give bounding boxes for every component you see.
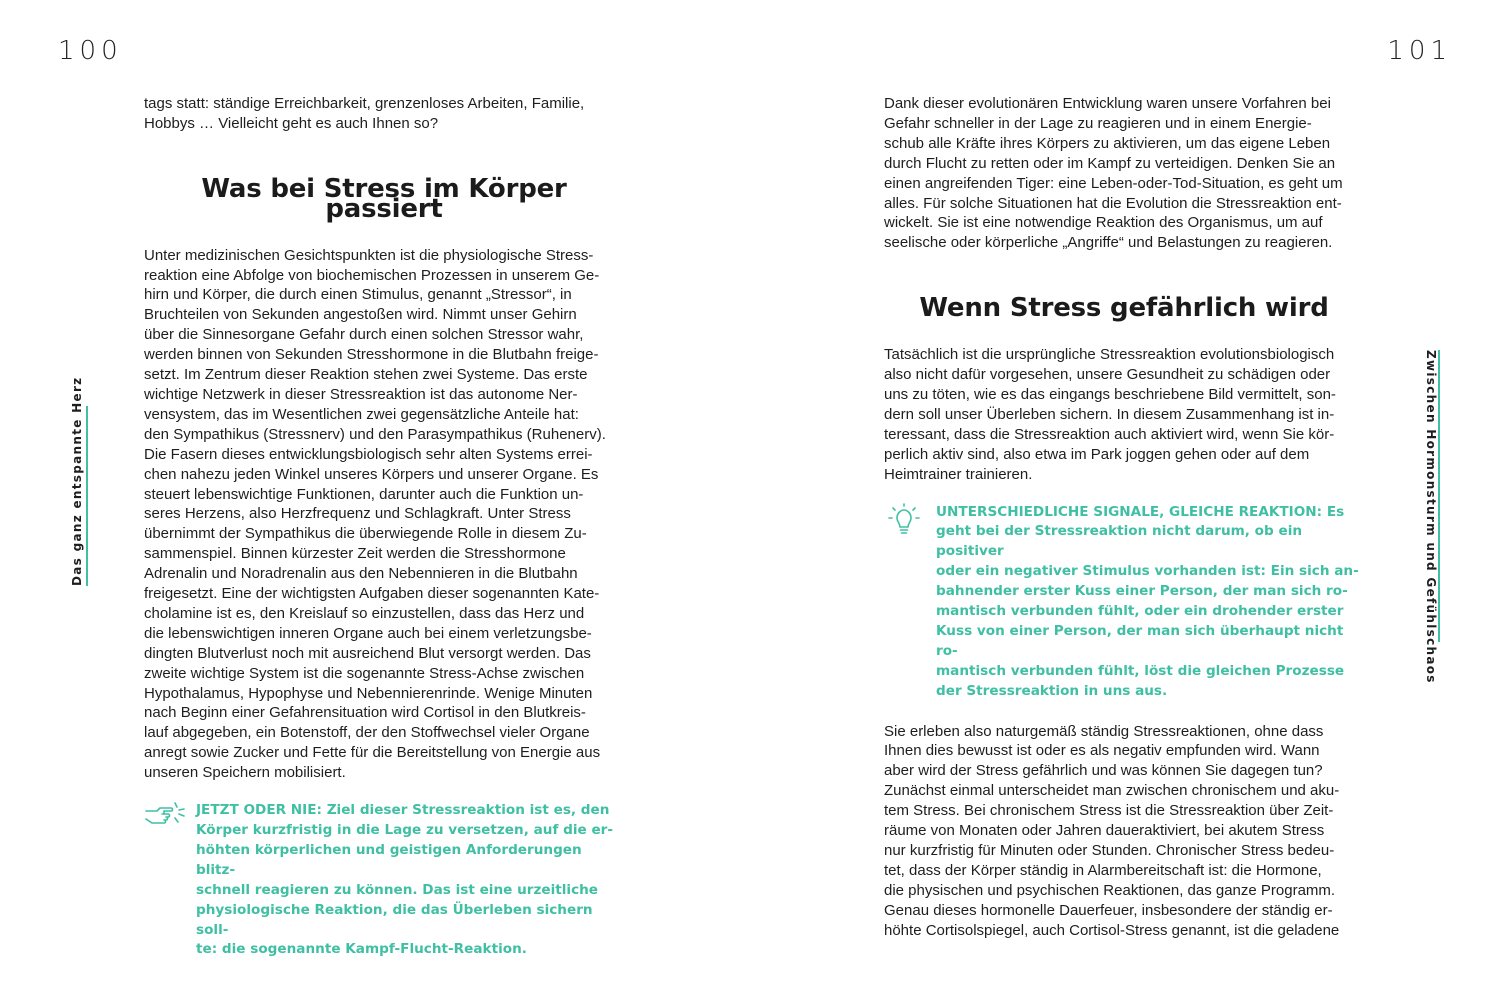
tip-text-right: UNTERSCHIEDLICHE SIGNALE, GLEICHE REAKTION: Es geht bei der Stressreaktion nicht darum, ob ein positiver oder ein negativer Stimulus vorhanden ist: Ein sich an- bahnender erster Kuss einer Person, der man sich ro- mantisch verbunden fühlt, oder ein drohender erster Kuss von einer Person, der man sich überhaupt nicht ro- mantisch verbunden fühlt, löst die gleichen Prozesse der Stressreaktion in uns aus. <box>936 503 1359 699</box>
right-page-column <box>884 94 1364 941</box>
left-intro-paragraph: tags statt: ständige Erreichbarkeit, grenzenloses Arbeiten, Familie, Hobbys … Vielleicht geht es auch Ihnen so? <box>144 95 585 132</box>
left-page-column <box>144 94 624 960</box>
chapter-tab-right: Zwischen Hormonsturm und Gefühlschaos <box>1424 350 1438 684</box>
tip-text-left: JETZT ODER NIE: Ziel dieser Stressreaktion ist es, den Körper kurzfristig in die Lage zu versetzen, auf die er- höhten körperlichen und geistigen Anforderungen blitz- schnell reagieren zu können. Das ist eine urzeitliche physiologische Reaktion, die das Überleben sichern soll- te: die sogenannte Kampf-Flucht-Reaktion. <box>196 802 614 958</box>
left-body-paragraph: Unter medizinischen Gesichtspunkten ist die physiologische Stress- reaktion eine Abfolge von biochemischen Prozessen in unserem Ge- hirn und Körper, die durch einen Stimulus, genannt „Stressor“, in Bruchteilen von Sekunden angestoßen wird. Nimmt unser Gehirn über die Sinnesorgane Gefahr durch einen solchen Stressor wahr, werden binnen von Sekunden Stresshormone in die Blutbahn freige- setzt. Im Zentrum dieser Reaktion stehen zwei Systeme. Das erste wichtige Netzwerk in dieser Stressreaktion ist das autonome Ner- vensystem, das im Wesentlichen zwei gegensätzliche Anteile hat: den Sympathikus (Stressnerv) und den Parasympathikus (Ruhenerv). Die Fasern dieses entwicklungsbiologisch sehr alten Systems errei- chen nahezu jeden Winkel unseres Körpers und unserer Organe. Es steuert lebenswichtige Funktionen, darunter auch die Funktion un- seres Herzens, also Herzfrequenz und Schlagkraft. Unter Stress übernimmt der Sympathikus die überwiegende Rolle in diesem Zu- sammenspiel. Binnen kürzester Zeit werden die Stresshormone Adrenalin und Noradrenalin aus den Nebennieren in die Blutbahn freigesetzt. Eine der wichtigsten Aufgaben dieser sogenannten Kate- cholamine ist es, den Kreislauf so einzustellen, dass das Herz und die lebenswichtigen inneren Organe auch bei einem verletzungsbe- dingten Blutverlust noch mit ausreichend Blut versorgt werden. Das zweite wichtige System ist die sogenannte Stress-Achse zwischen Hypothalamus, Hypophyse und Nebennierenrinde. Wenige Minuten nach Beginn einer Gefahrensituation wird Cortisol in den Blutkreis- lauf abgegeben, ein Botenstoff, der den Stoffwechsel vieler Organe anregt sowie Zucker und Fette für die Bereitstellung von Energie aus unseren Speichern mobilisiert. <box>144 246 606 782</box>
pointing-hand-icon <box>144 801 186 837</box>
chapter-tab-left: Das ganz entspannte Herz <box>70 406 88 586</box>
left-section-heading: Was bei Stress im Körper passiert <box>201 173 567 224</box>
lightbulb-icon <box>884 503 924 545</box>
tip-box-right <box>884 503 1364 702</box>
right-section-heading: Wenn Stress gefährlich wird <box>919 293 1329 324</box>
page-number-right: 101 <box>1387 36 1452 66</box>
page-number-left: 100 <box>58 36 123 66</box>
tip-box-left <box>144 801 624 960</box>
right-intro-paragraph: Dank dieser evolutionären Entwicklung waren unsere Vorfahren bei Gefahr schneller in der Lage zu reagieren und in einem Energie- schub alle Kräfte ihres Körpers zu aktivieren, um das eigene Leben durch Flucht zu retten oder im Kampf zu verteidigen. Denken Sie an einen angreifenden Tiger: eine Leben-oder-Tod-Situation, es geht um alles. Für solche Situationen hat die Evolution die Stressreaktion ent- wickelt. Sie ist eine notwendige Reaktion des Organismus, um auf seelische oder körperliche „Angriffe“ und Belastungen zu reagieren. <box>884 95 1343 252</box>
right-body-paragraph: Tatsächlich ist die ursprüngliche Stressreaktion evolutionsbiologisch also nicht dafür vorgesehen, unsere Gesundheit zu schädigen oder uns zu töten, wie es das eingangs beschriebene Bild vermittelt, son- dern soll unser Überleben sichern. In diesem Zusammenhang ist in- teressant, dass die Stressreaktion auch aktiviert wird, wenn Sie kör- perlich aktiv sind, also etwa im Park joggen gehen oder auf dem Heimtrainer trainieren. <box>884 346 1336 483</box>
right-closing-paragraph: Sie erleben also naturgemäß ständig Stressreaktionen, ohne dass Ihnen dies bewusst ist oder es als negativ empfunden wird. Wann aber wird der Stress gefährlich und was können Sie dagegen tun? Zunächst einmal unterscheidet man zwischen chronischem und aku- tem Stress. Bei chronischem Stress ist die Stressreaktion über Zeit- räume von Monaten oder Jahren daueraktiviert, bei akutem Stress nur kurzfristig für Minuten oder Stunden. Chronischer Stress bedeu- tet, dass der Körper ständig in Alarmbereitschaft ist: die Hormone, die physischen und psychischen Reaktionen, das ganze Programm. Genau dieses hormonelle Dauerfeuer, insbesondere der ständig er- höhte Cortisolspiegel, auch Cortisol-Stress genannt, ist die geladene <box>884 722 1340 939</box>
